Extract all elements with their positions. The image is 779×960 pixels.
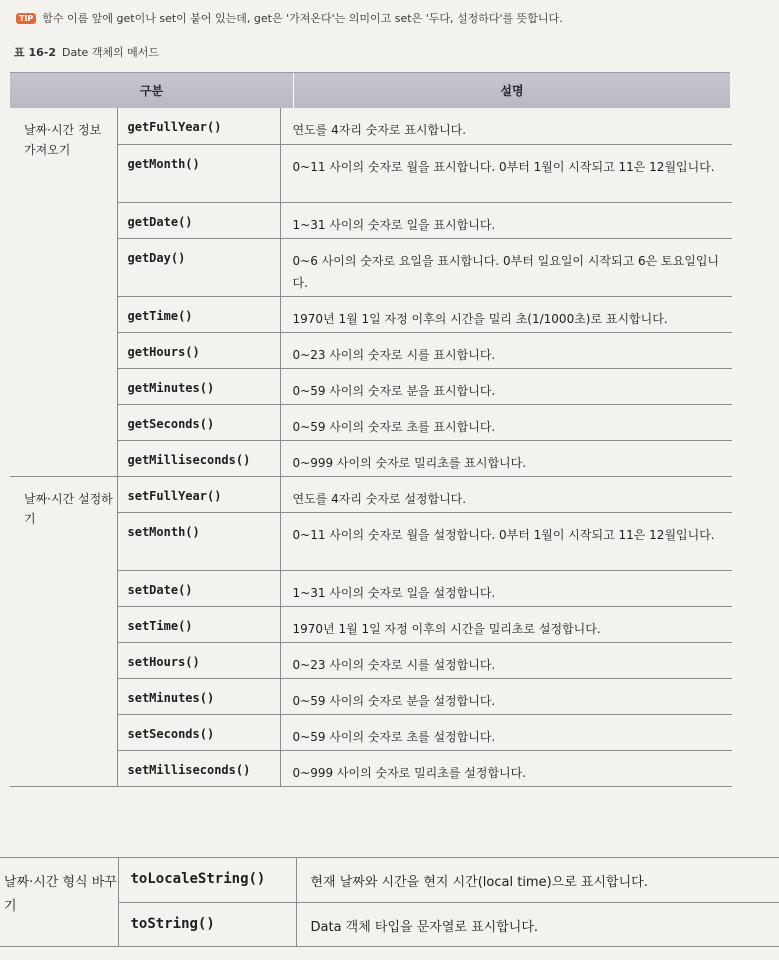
method-name: setTime(): [117, 606, 280, 642]
table-row: [10, 296, 732, 332]
table-header: [10, 72, 730, 108]
method-name: getHours(): [117, 332, 280, 368]
method-description: 연도를 4자리 숫자로 설정합니다.: [280, 476, 732, 512]
table-row: [10, 440, 732, 476]
table-row: [10, 678, 732, 714]
method-name: setMonth(): [117, 512, 280, 570]
table-row: [10, 642, 732, 678]
method-name: getSeconds(): [117, 404, 280, 440]
method-description: 1970년 1월 1일 자정 이후의 시간을 밀리초로 설정합니다.: [280, 606, 732, 642]
table-row: [0, 858, 779, 902]
header-category: 구분: [139, 84, 164, 98]
method-name: setSeconds(): [117, 714, 280, 750]
method-name: setHours(): [117, 642, 280, 678]
tip-text: 함수 이름 앞에 get이나 set이 붙어 있는데, get은 '가져온다'는 의미이고 set은 '두다, 설정하다'를 뜻합니다.: [42, 12, 563, 25]
method-description: 0~11 사이의 숫자로 월을 설정합니다. 0부터 1월이 시작되고 11은 12월입니다.: [280, 512, 732, 570]
method-description: 1~31 사이의 숫자로 일을 설정합니다.: [280, 570, 732, 606]
method-description: 0~59 사이의 숫자로 분을 설정합니다.: [280, 678, 732, 714]
method-name: setDate(): [117, 570, 280, 606]
method-name: getDay(): [117, 238, 280, 296]
method-name: setMilliseconds(): [117, 750, 280, 786]
table-row: [10, 332, 732, 368]
table-number: 표 16-2: [14, 46, 56, 59]
method-description: 0~11 사이의 숫자로 월을 표시합니다. 0부터 1월이 시작되고 11은 12월입니다.: [280, 144, 732, 202]
method-name: getMinutes(): [117, 368, 280, 404]
method-description: 0~999 사이의 숫자로 밀리초를 설정합니다.: [280, 750, 732, 786]
tip-badge: TIP: [16, 13, 36, 24]
method-name: getFullYear(): [117, 108, 280, 144]
method-description: 1~31 사이의 숫자로 일을 표시합니다.: [280, 202, 732, 238]
format-methods-table: [0, 858, 779, 947]
table-row: [10, 144, 732, 202]
method-description: Data 객체 타입을 문자열로 표시합니다.: [296, 902, 779, 946]
method-name: getTime(): [117, 296, 280, 332]
table-caption: [14, 44, 159, 60]
method-description: 연도를 4자리 숫자로 표시합니다.: [280, 108, 732, 144]
method-description: 0~6 사이의 숫자로 요일을 표시합니다. 0부터 일요일이 시작되고 6은 토요일입니다.: [280, 238, 732, 296]
method-name: setMinutes(): [117, 678, 280, 714]
table-row: [10, 238, 732, 296]
table-row: [10, 512, 732, 570]
method-description: 0~59 사이의 숫자로 초를 표시합니다.: [280, 404, 732, 440]
header-description: 설명: [500, 84, 524, 98]
table-row: [10, 570, 732, 606]
method-name: getMilliseconds(): [117, 440, 280, 476]
table-title: Date 객체의 메서드: [61, 46, 160, 59]
tip-note: [16, 10, 563, 26]
method-name: setFullYear(): [117, 476, 280, 512]
method-description: 현재 날짜와 시간을 현지 시간(local time)으로 표시합니다.: [296, 858, 779, 902]
table-row: [10, 476, 732, 512]
method-description: 0~23 사이의 숫자로 시를 표시합니다.: [280, 332, 732, 368]
table-row: [10, 714, 732, 750]
method-name: toString(): [118, 902, 296, 946]
method-name: getDate(): [117, 202, 280, 238]
group-label: 날짜·시간 정보 가져오기: [10, 108, 117, 476]
method-name: toLocaleString(): [118, 858, 296, 902]
method-description: 1970년 1월 1일 자정 이후의 시간을 밀리 초(1/1000초)로 표시합니다.: [280, 296, 732, 332]
table-row: [10, 202, 732, 238]
method-description: 0~23 사이의 숫자로 시를 설정합니다.: [280, 642, 732, 678]
method-description: 0~59 사이의 숫자로 분을 표시합니다.: [280, 368, 732, 404]
table-row: [10, 404, 732, 440]
method-description: 0~59 사이의 숫자로 초를 설정합니다.: [280, 714, 732, 750]
date-methods-table: [10, 108, 732, 787]
table-row: [10, 368, 732, 404]
table-row: [10, 108, 732, 144]
table-row: [10, 606, 732, 642]
method-description: 0~999 사이의 숫자로 밀리초를 표시합니다.: [280, 440, 732, 476]
method-name: getMonth(): [117, 144, 280, 202]
group-label: 날짜·시간 설정하기: [10, 476, 117, 786]
table-row: [10, 750, 732, 786]
group-label: 날짜·시간 형식 바꾸기: [0, 858, 118, 946]
